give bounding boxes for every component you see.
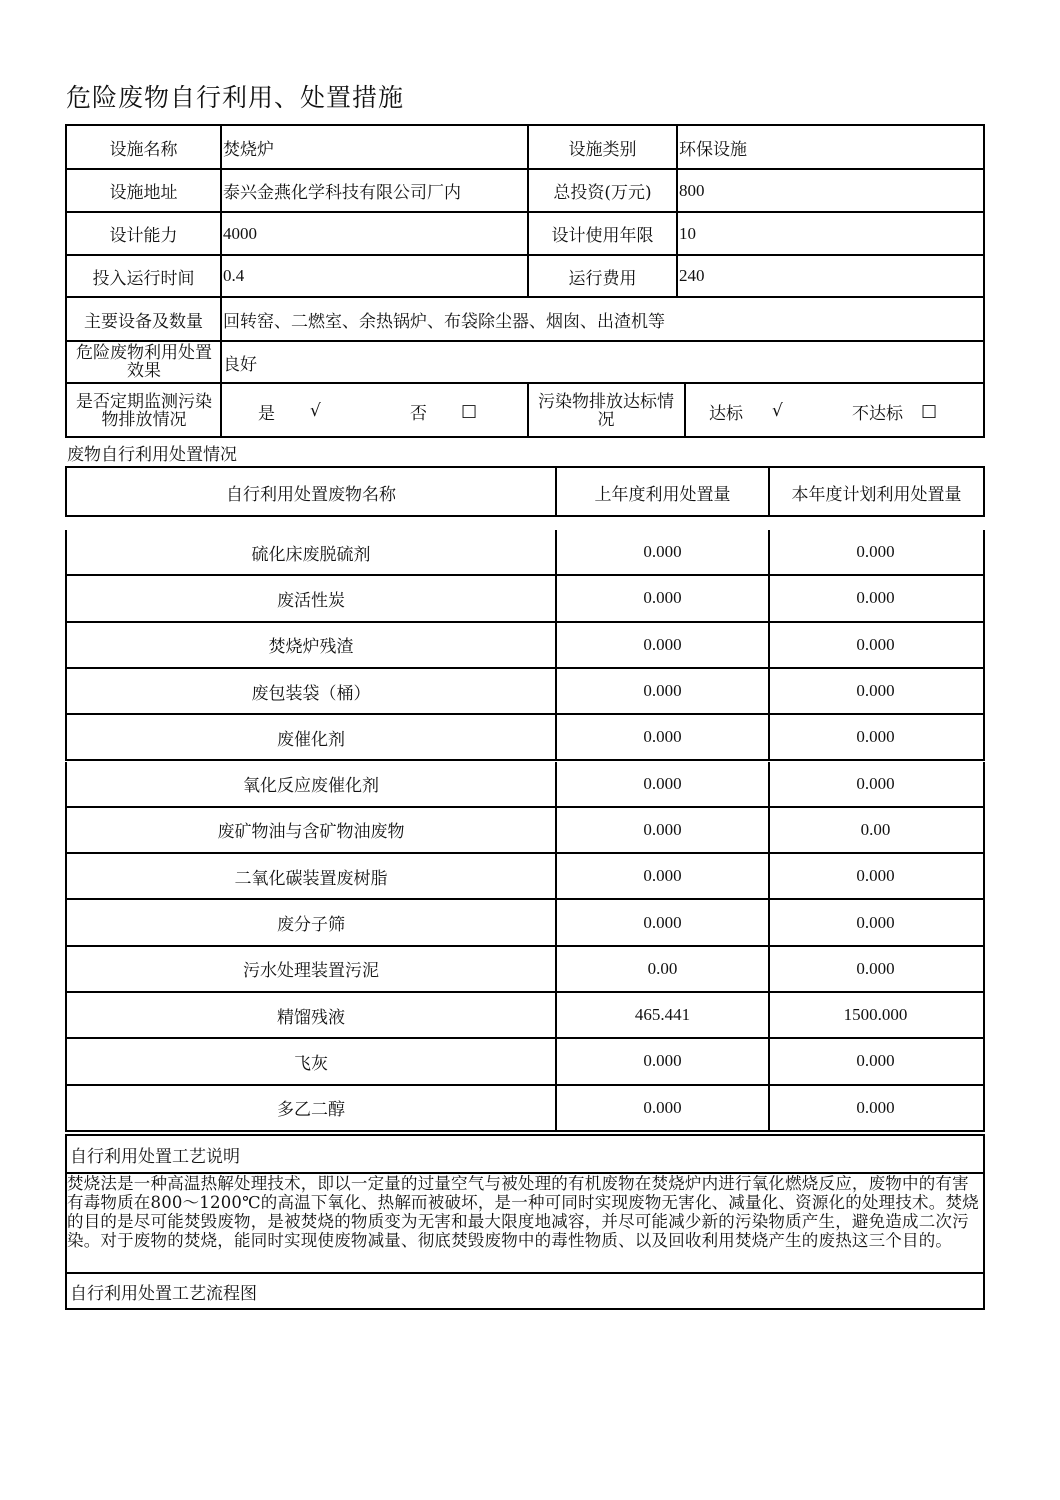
monitor-yes-label: 是 xyxy=(258,403,275,424)
waste-name-cell: 污水处理装置污泥 xyxy=(243,961,379,982)
last-year-cell: 0.000 xyxy=(643,1097,682,1117)
table-row xyxy=(65,808,985,854)
last-year-cell: 0.000 xyxy=(643,588,682,608)
equipment-label: 主要设备及数量 xyxy=(84,311,203,332)
last-year-cell: 0.000 xyxy=(643,542,682,562)
waste-name-cell: 焚烧炉残渣 xyxy=(268,637,354,658)
facility-name-label: 设施名称 xyxy=(109,139,178,160)
plan-cell: 0.000 xyxy=(856,1051,895,1071)
table-row xyxy=(65,715,985,761)
plan-cell: 0.000 xyxy=(856,773,895,793)
facility-address-label: 设施地址 xyxy=(109,183,178,203)
header-plan: 本年度计划利用处置量 xyxy=(791,485,962,505)
monitor-no-label: 否 xyxy=(410,403,427,424)
last-year-cell: 0.00 xyxy=(647,958,678,978)
last-year-cell: 0.000 xyxy=(643,634,682,654)
plan-cell: 0.000 xyxy=(856,634,895,654)
investment-label: 总投资(万元) xyxy=(553,183,652,203)
standard-yes-label: 达标 xyxy=(709,403,743,424)
start-time-value: 0.4 xyxy=(223,266,245,285)
process-label: 自行利用处置工艺说明 xyxy=(70,1146,240,1167)
last-year-cell: 0.000 xyxy=(643,773,682,793)
table-row xyxy=(65,623,985,669)
table-row xyxy=(65,1039,985,1085)
monitor-no-checkbox: □ xyxy=(461,401,478,421)
waste-name-cell: 废分子筛 xyxy=(277,915,345,936)
standard-no-checkbox: □ xyxy=(921,401,938,421)
plan-cell: 0.000 xyxy=(856,1097,895,1117)
monitor-yes-check: √ xyxy=(310,401,321,421)
standard-yes-check: √ xyxy=(772,401,783,421)
header-last-year: 上年度利用处置量 xyxy=(594,485,731,505)
waste-name-cell: 氧化反应废催化剂 xyxy=(243,776,379,797)
equipment-value: 回转窑、二燃室、余热锅炉、布袋除尘器、烟囱、出渣机等 xyxy=(223,311,665,332)
page-title: 危险废物自行利用、处置措施 xyxy=(66,83,405,112)
table-row xyxy=(65,854,985,900)
table-row xyxy=(65,530,985,576)
effect-value: 良好 xyxy=(223,354,257,375)
plan-cell: 0.000 xyxy=(856,912,895,932)
facility-name-value: 焚烧炉 xyxy=(223,139,274,160)
header-waste-name: 自行利用处置废物名称 xyxy=(226,485,396,505)
facility-type-value: 环保设施 xyxy=(679,139,747,160)
table-row xyxy=(65,1086,985,1132)
effect-label: 危险废物利用处置效果 xyxy=(76,343,212,381)
table-row xyxy=(65,947,985,993)
table-row xyxy=(65,576,985,622)
waste-name-cell: 飞灰 xyxy=(294,1053,328,1074)
plan-cell: 0.000 xyxy=(856,958,895,978)
plan-cell: 0.000 xyxy=(856,588,895,608)
plan-cell: 0.000 xyxy=(856,727,895,747)
process-description: 焚烧法是一种高温热解处理技术，即以一定量的过量空气与被处理的有机废物在焚烧炉内进行氧化燃烧反应，废物中的有害有毒物质在800～1200℃的高温下氧化、热解而被破坏，是一种可同时实现废物无害化、减量化、资源化的处理技术。焚烧的目的是尽可能焚毁废物，是被焚烧的物质变为无害和最大限度地减容，并尽可能减少新的污染物质产生，避免造成二次污染。对于废物的焚烧，能同时实现使废物减量、彻底焚毁废物中的毒性物质、以及回收利用焚烧产生的废热这三个目的。 xyxy=(67,1174,979,1250)
waste-name-cell: 废矿物油与含矿物油废物 xyxy=(217,822,405,843)
capacity-value: 4000 xyxy=(223,223,257,243)
waste-name-cell: 精馏残液 xyxy=(277,1007,345,1028)
standard-no-label: 不达标 xyxy=(852,403,903,424)
last-year-cell: 0.000 xyxy=(643,819,682,839)
last-year-cell: 465.441 xyxy=(634,1005,691,1025)
plan-cell: 1500.000 xyxy=(843,1005,908,1025)
waste-section-label: 废物自行利用处置情况 xyxy=(67,444,237,465)
facility-type-label: 设施类别 xyxy=(568,139,637,160)
table-row xyxy=(65,762,985,808)
facility-address-value: 泰兴金燕化学科技有限公司厂内 xyxy=(223,183,461,203)
lifespan-label: 设计使用年限 xyxy=(551,226,654,246)
process-flow-label: 自行利用处置工艺流程图 xyxy=(70,1283,257,1304)
plan-cell: 0.000 xyxy=(856,681,895,701)
standard-label: 污染物排放达标情况 xyxy=(538,392,674,430)
table-row xyxy=(65,993,985,1039)
last-year-cell: 0.000 xyxy=(643,681,682,701)
waste-name-cell: 废包装袋（桶） xyxy=(251,683,371,704)
lifespan-value: 10 xyxy=(679,223,696,243)
last-year-cell: 0.000 xyxy=(643,1051,682,1071)
plan-cell: 0.00 xyxy=(860,819,891,839)
start-time-label: 投入运行时间 xyxy=(92,268,195,289)
waste-name-cell: 二氧化碳装置废树脂 xyxy=(234,868,388,889)
waste-name-cell: 硫化床废脱硫剂 xyxy=(251,544,371,565)
table-row xyxy=(65,669,985,715)
cost-label: 运行费用 xyxy=(568,268,637,289)
last-year-cell: 0.000 xyxy=(643,866,682,886)
last-year-cell: 0.000 xyxy=(643,912,682,932)
investment-value: 800 xyxy=(679,180,705,200)
last-year-cell: 0.000 xyxy=(643,727,682,747)
cost-value: 240 xyxy=(679,266,705,285)
plan-cell: 0.000 xyxy=(856,542,895,562)
monitor-label: 是否定期监测污染物排放情况 xyxy=(76,392,212,430)
waste-name-cell: 废活性炭 xyxy=(277,590,345,611)
plan-cell: 0.000 xyxy=(856,866,895,886)
waste-name-cell: 废催化剂 xyxy=(277,729,345,750)
table-row xyxy=(65,900,985,946)
capacity-label: 设计能力 xyxy=(109,226,178,246)
waste-name-cell: 多乙二醇 xyxy=(277,1100,345,1121)
